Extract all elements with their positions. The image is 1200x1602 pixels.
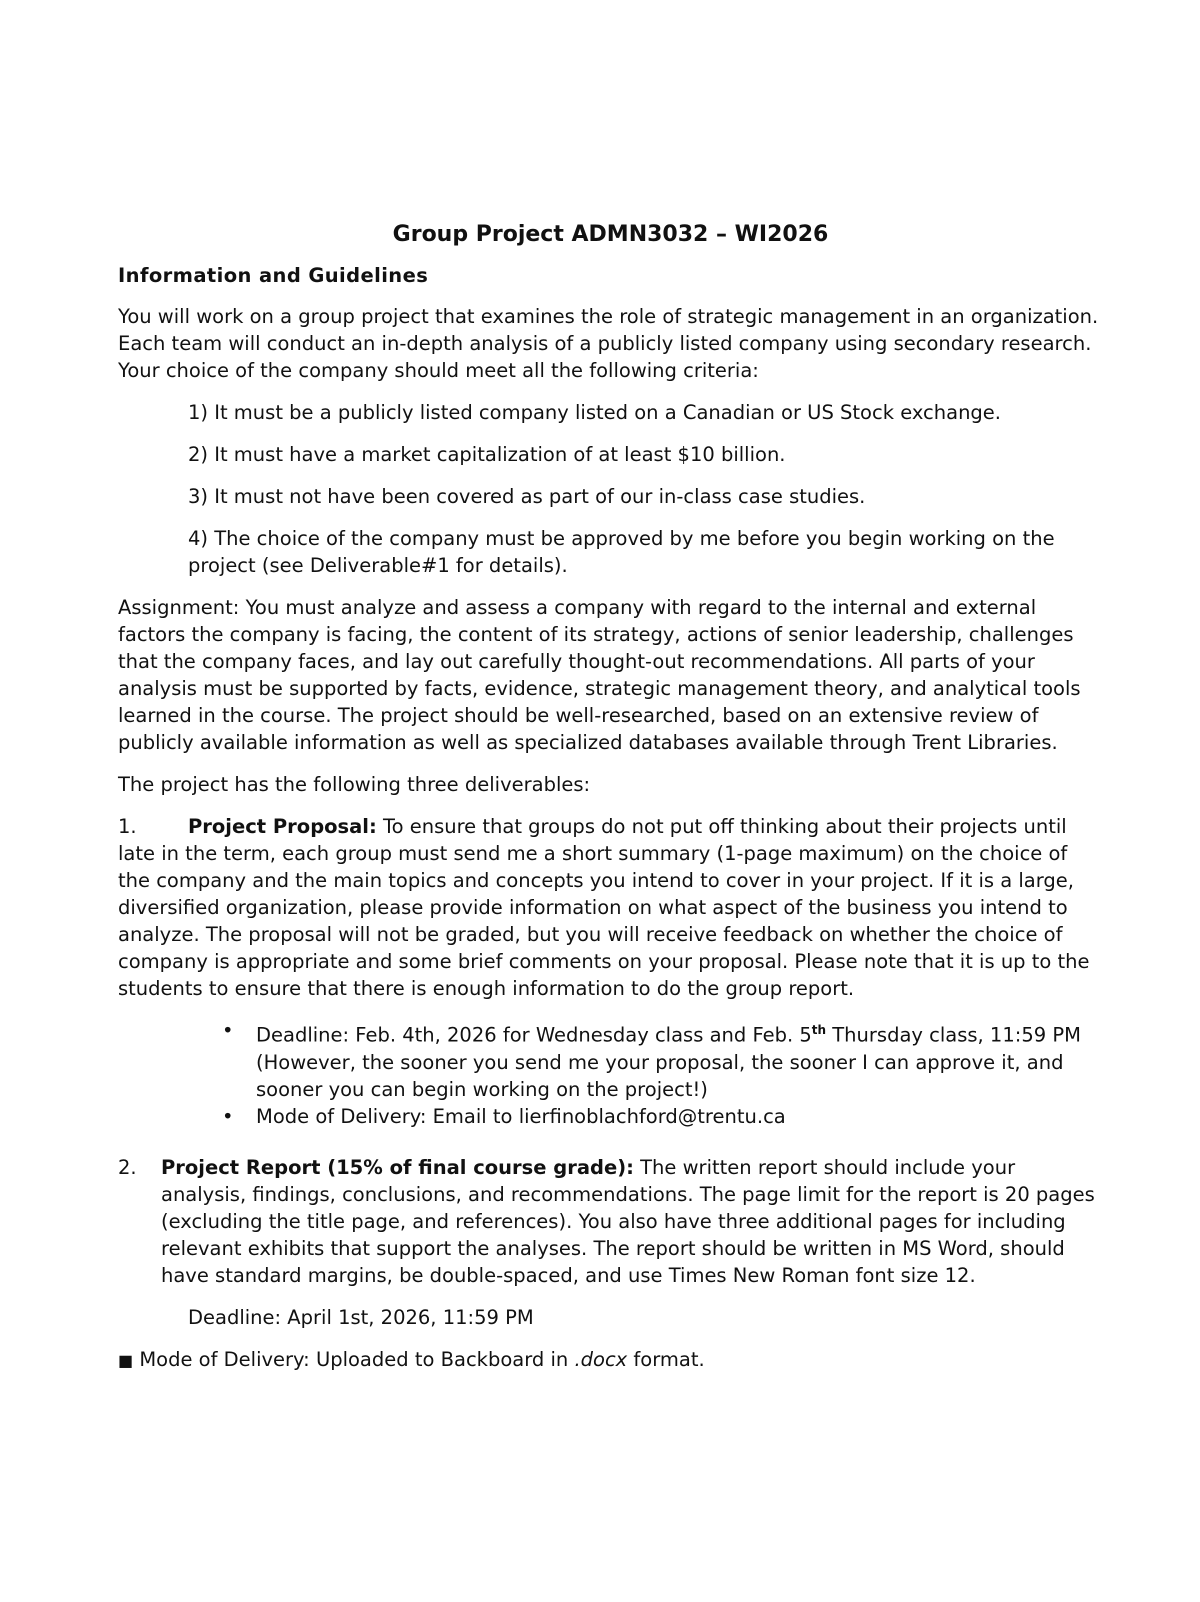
deliverable-1-heading: Project Proposal: <box>188 815 377 838</box>
deliverable-2-number: 2. <box>118 1155 137 1179</box>
deliverable-2-deadline: Deadline: April 1st, 2026, 11:59 PM <box>188 1305 534 1329</box>
document-title: Group Project ADMN3032 – WI2026 <box>392 222 829 247</box>
deliverable-1 <box>118 813 1103 1002</box>
bullet-delivery <box>222 1103 1103 1130</box>
square-bullet-icon: ■ <box>118 1350 134 1370</box>
bullet-icon: • <box>222 1019 234 1042</box>
deliverable-2-delivery: ■ Mode of Delivery: Uploaded to Backboard in .docx format. <box>118 1347 705 1371</box>
deliverable-1-bullets <box>118 1017 1103 1130</box>
criteria-list <box>118 399 1103 579</box>
deliverable-1-text: To ensure that groups do not put off thinking about their projects until late in the term, each group must send me a short summary (1-page maximum) on the choice of the company and the main topics and concepts you intend to cover in your project. If it is a large, diversified organization, please provide information on what aspect of the business you intend to analyze. The proposal will not be graded, but you will receive feedback on whether the choice of company is appropriate and some brief comments on your proposal. Please note that it is up to the students to ensure that there is enough information to do the group report. <box>118 815 1090 1000</box>
deliverable-2 <box>118 1154 1103 1289</box>
criterion-item: 1) It must be a publicly listed company listed on a Canadian or US Stock exchange. <box>188 401 1002 424</box>
section-heading: Information and Guidelines <box>118 264 429 287</box>
deliverables-intro: The project has the following three deliverables: <box>118 773 591 796</box>
criterion-item: 2) It must have a market capitalization of at least $10 billion. <box>188 443 786 466</box>
deliverable-2-heading: Project Report (15% of final course grade): <box>161 1155 634 1179</box>
delivery-email-text: Mode of Delivery: Email to lierfinoblachford@trentu.ca <box>256 1104 786 1128</box>
intro-paragraph: You will work on a group project that examines the role of strategic management in an organization. Each team will conduct an in-depth analysis of a publicly listed company using secondary research. Your choice of the company should meet all the following criteria: <box>118 305 1099 382</box>
deliverable-2-text: The written report should include your analysis, findings, conclusions, and recommendations. The page limit for the report is 20 pages (excluding the title page, and references). You also have three additional pages for including relevant exhibits that support the analyses. The report should be written in MS Word, should have standard margins, be double-spaced, and use Times New Roman font size 12. <box>161 1155 1095 1287</box>
criterion-item: 3) It must not have been covered as part of our in-class case studies. <box>188 485 866 508</box>
bullet-deadline: • Deadline: Feb. 4th, 2026 for Wednesday class and Feb. 5th Thursday class, 11:59 PM (However, the sooner you send me your proposal, the sooner I can approve it, and sooner you can begin working on the project!) <box>222 1019 1081 1101</box>
deliverable-1-number: 1. <box>118 815 137 838</box>
bullet-icon: • <box>222 1104 234 1128</box>
criterion-item: 4) The choice of the company must be approved by me before you begin working on the project (see Deliverable#1 for details). <box>188 527 1055 577</box>
assignment-paragraph: Assignment: You must analyze and assess a company with regard to the internal and external factors the company is facing, the content of its strategy, actions of senior leadership, challenges that the company faces, and lay out carefully thought-out recommendations. All parts of your analysis must be supported by facts, evidence, strategic management theory, and analytical tools learned in the course. The project should be well-researched, based on an extensive review of publicly available information as well as specialized databases available through Trent Libraries. <box>118 596 1081 754</box>
document-body <box>118 220 1103 1389</box>
